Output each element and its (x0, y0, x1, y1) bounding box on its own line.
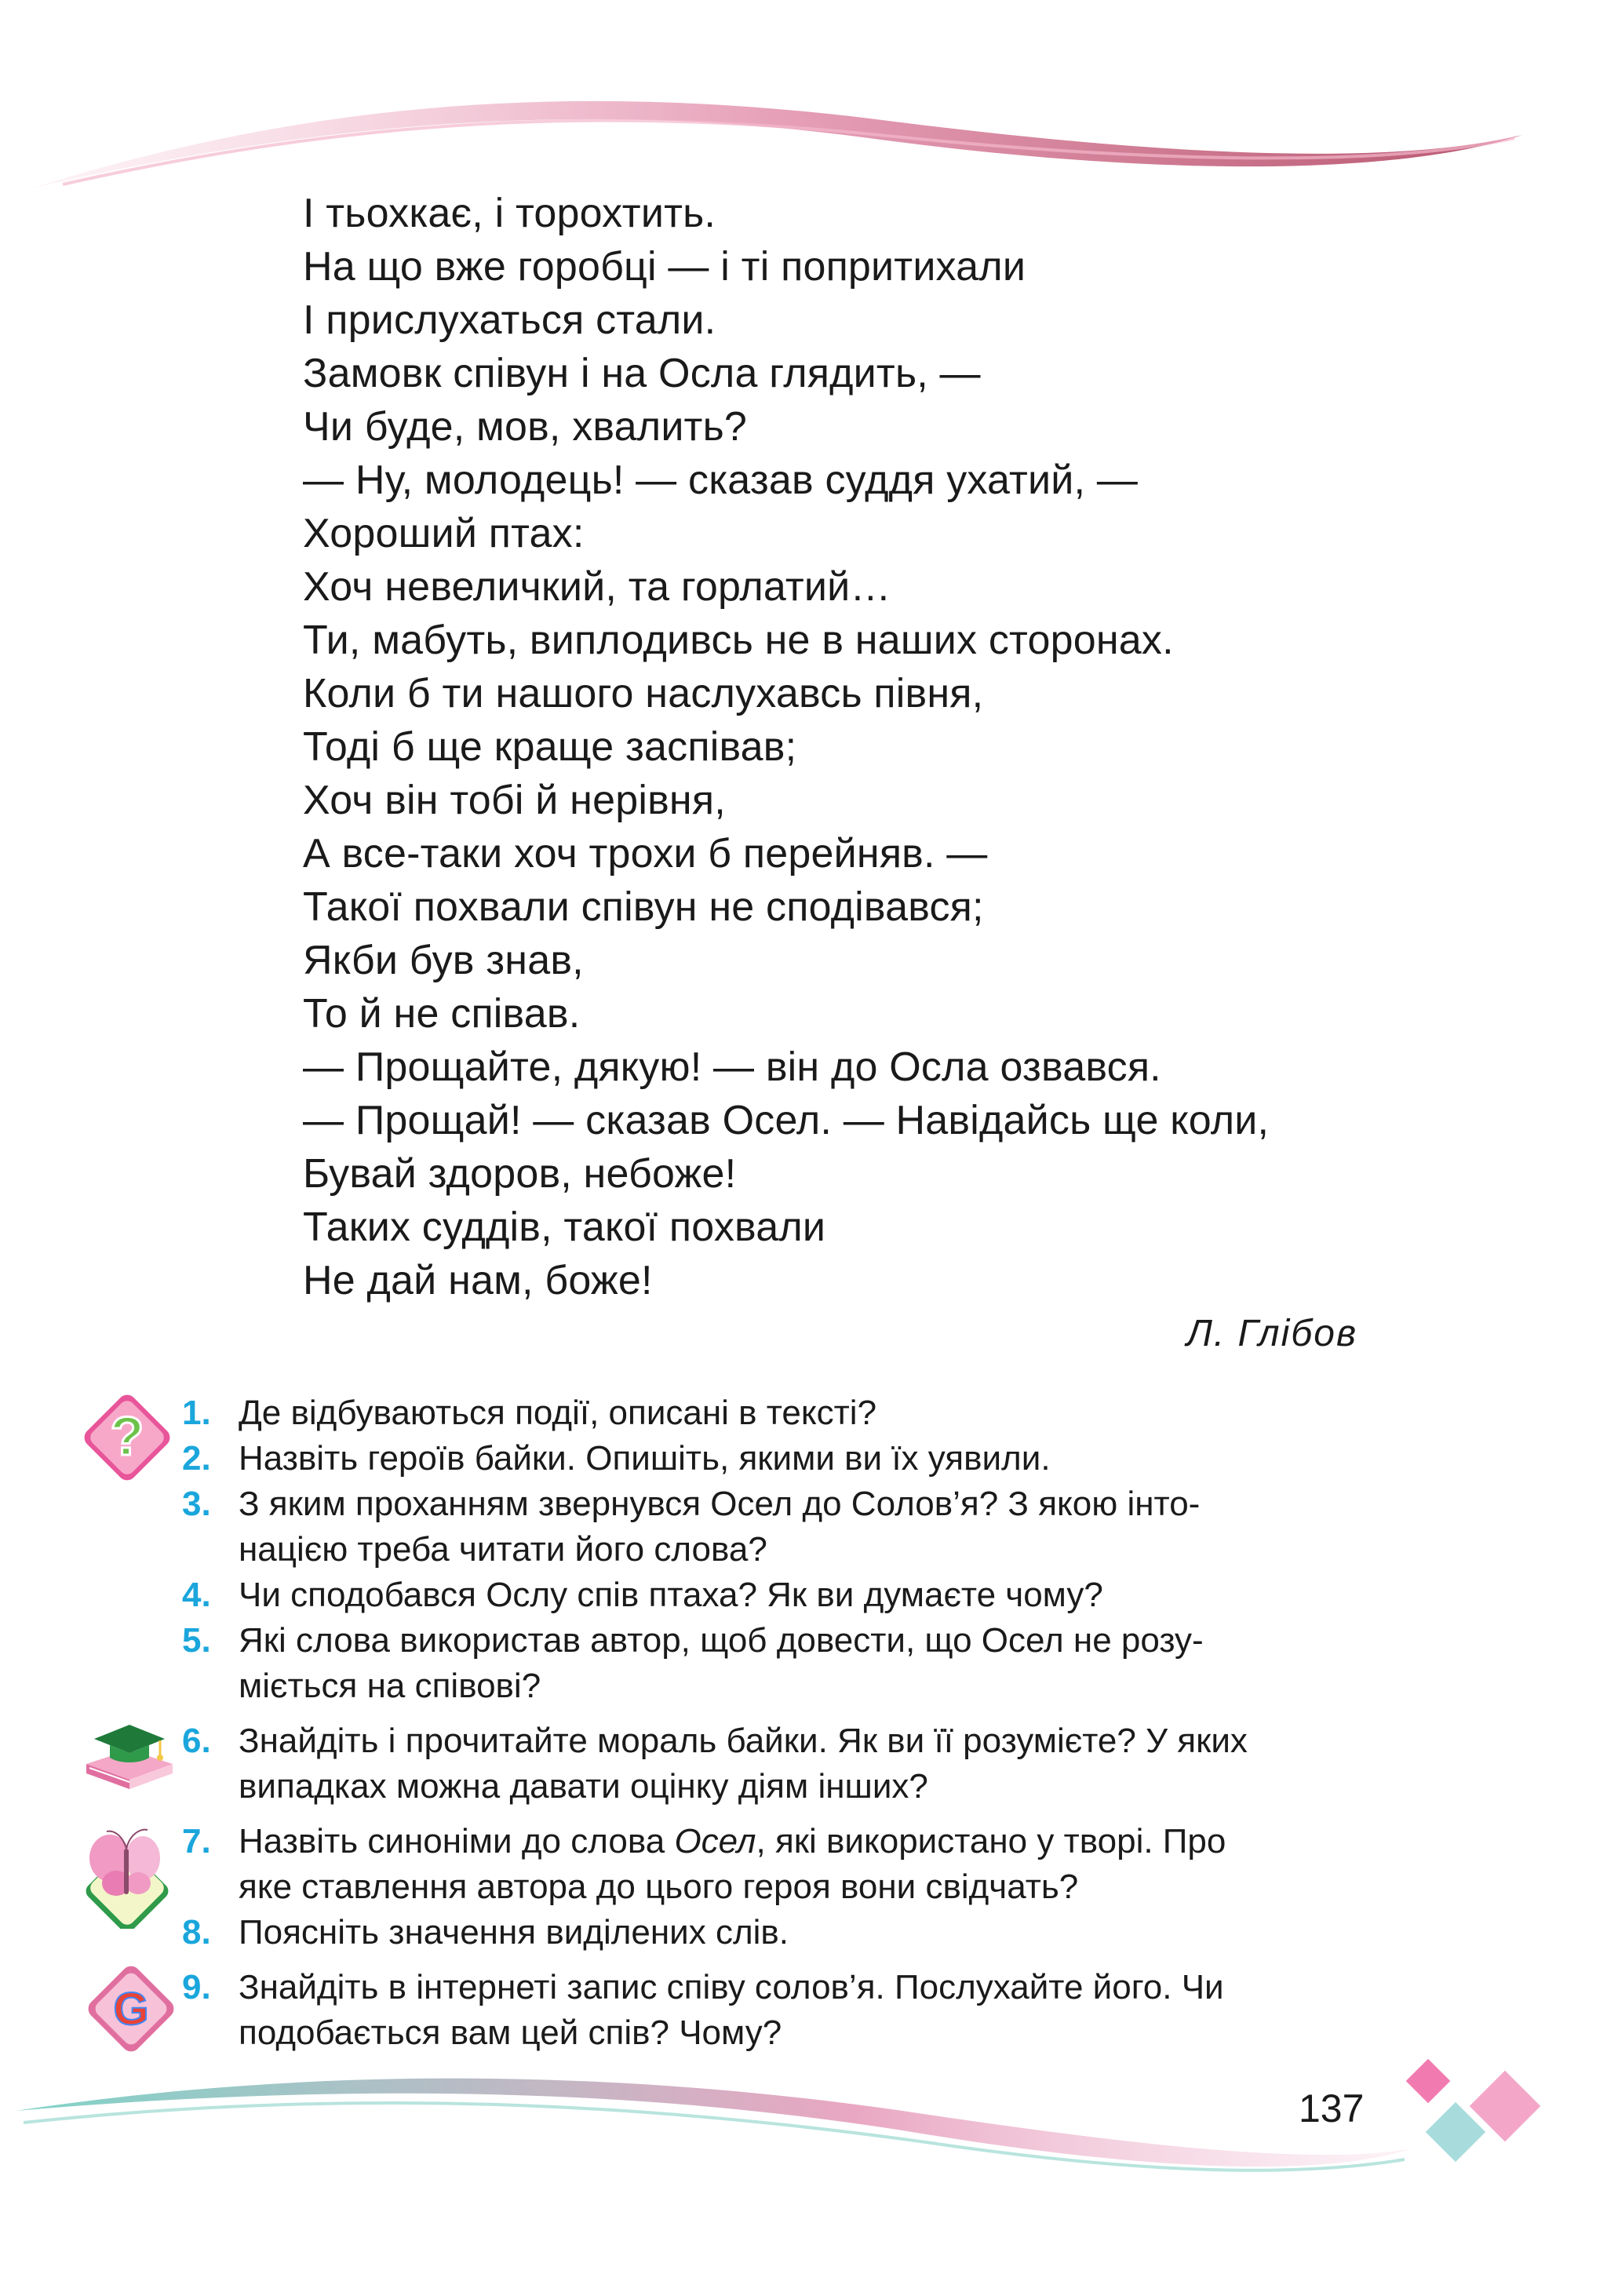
question-number: 1. (182, 1394, 211, 1432)
question-number: 6. (182, 1722, 211, 1760)
poem-line: Коли б ти нашого наслухавсь півня, (303, 671, 984, 716)
question-text: З яким проханням звернувся Осел до Солов’я? З якою інто- (239, 1485, 1201, 1523)
page-number: 137 (1299, 2086, 1365, 2130)
question-5 (182, 1618, 1375, 1709)
question-text: Чи сподобався Ослу спів птаха? Як ви думаєте чому? (239, 1576, 1103, 1614)
question-number: 7. (182, 1822, 211, 1860)
google-icon (82, 1960, 180, 2057)
question-mark-icon (78, 1389, 176, 1486)
poem-line: На що вже горобці — і ті попритихали (303, 244, 1026, 290)
poem-line: Такої похвали співун не сподівався; (303, 884, 984, 930)
corner-diamonds (1406, 2059, 1541, 2162)
poem-line: Ти, мабуть, виплодивсь не в наших сторонах. (303, 618, 1174, 663)
poem-line: — Прощайте, дякую! — він до Осла озвався. (303, 1044, 1161, 1090)
question-number: 9. (182, 1968, 211, 2006)
poem-line: — Ну, молодець! — сказав суддя ухатий, — (303, 457, 1139, 503)
bottom-swoosh (16, 2079, 1412, 2167)
poem-line: І тьохкає, і торохтить. (303, 191, 716, 236)
poem-line: То й не співав. (303, 991, 581, 1037)
poem-line: — Прощай! — сказав Осел. — Навідайсь ще коли, (303, 1098, 1270, 1143)
poem-line: І прислухаться стали. (303, 297, 716, 343)
question-2 (182, 1436, 1375, 1481)
question-text: Поясніть значення виділених слів. (239, 1913, 789, 1952)
question-text: випадках можна давати оцінку діям інших? (239, 1767, 928, 1806)
poem-line: Бувай здоров, небоже! (303, 1151, 737, 1197)
question-8 (182, 1910, 1375, 1955)
question-number: 3. (182, 1485, 211, 1523)
question-text: Знайдіть і прочитайте мораль байки. Як ви її розумієте? У яких (239, 1722, 1248, 1760)
question-text: подобається вам цей спів? Чому? (239, 2014, 782, 2052)
poem-line: Таких суддів, такої похвали (303, 1204, 826, 1250)
poem-line: Тоді б ще краще заспівав; (303, 724, 797, 770)
poem-line: Чи буде, мов, хвалить? (303, 404, 747, 450)
question-text: яке ставлення автора до цього героя вони свідчать? (239, 1868, 1079, 1906)
question-1 (182, 1390, 1375, 1436)
question-text: Назвіть героїв байки. Опишіть, якими ви їх уявили. (239, 1439, 1051, 1478)
question-text: Де відбуваються події, описані в тексті? (239, 1394, 877, 1432)
question-9 (182, 1965, 1375, 2056)
poem-line: Якби був знав, (303, 938, 584, 983)
poem-line: А все-таки хоч трохи б перейняв. — (303, 831, 988, 876)
butterfly-icon (78, 1819, 176, 1929)
poem (303, 187, 1269, 1307)
poem-line: Хоч невеличкий, та горлатий… (303, 564, 891, 610)
question-7 (182, 1819, 1375, 1910)
question-6 (182, 1718, 1375, 1809)
poem-author: Л. Глібов (1186, 1313, 1357, 1354)
question-number: 5. (182, 1621, 211, 1660)
question-text: нацією треба читати його слова? (239, 1530, 767, 1569)
question-text: Які слова використав автор, щоб довести, що Осел не розу- (239, 1621, 1204, 1660)
question-text: міється на співові? (239, 1667, 541, 1705)
question-text: Знайдіть в інтернеті запис співу солов’я. Послухайте його. Чи (239, 1968, 1224, 2006)
poem-line: Хороший птах: (303, 511, 585, 556)
svg-text:G: G (113, 1984, 149, 2035)
question-3 (182, 1481, 1375, 1573)
poem-line: Замовк співун і на Осла глядить, — (303, 351, 981, 396)
question-number: 4. (182, 1576, 211, 1614)
poem-line: Не дай нам, боже! (303, 1258, 653, 1303)
question-text: , які використано у творі. Про (756, 1822, 1226, 1860)
question-number: 8. (182, 1913, 211, 1952)
question-4 (182, 1573, 1375, 1618)
emphasized-word: Осел (674, 1822, 756, 1860)
poem-line: Хоч він тобі й нерівня, (303, 778, 726, 823)
question-text: Назвіть синоніми до слова (239, 1822, 675, 1860)
book-graduation-cap-icon (78, 1709, 180, 1795)
svg-text:?: ? (110, 1405, 144, 1467)
top-swoosh (31, 101, 1522, 188)
question-number: 2. (182, 1439, 211, 1478)
